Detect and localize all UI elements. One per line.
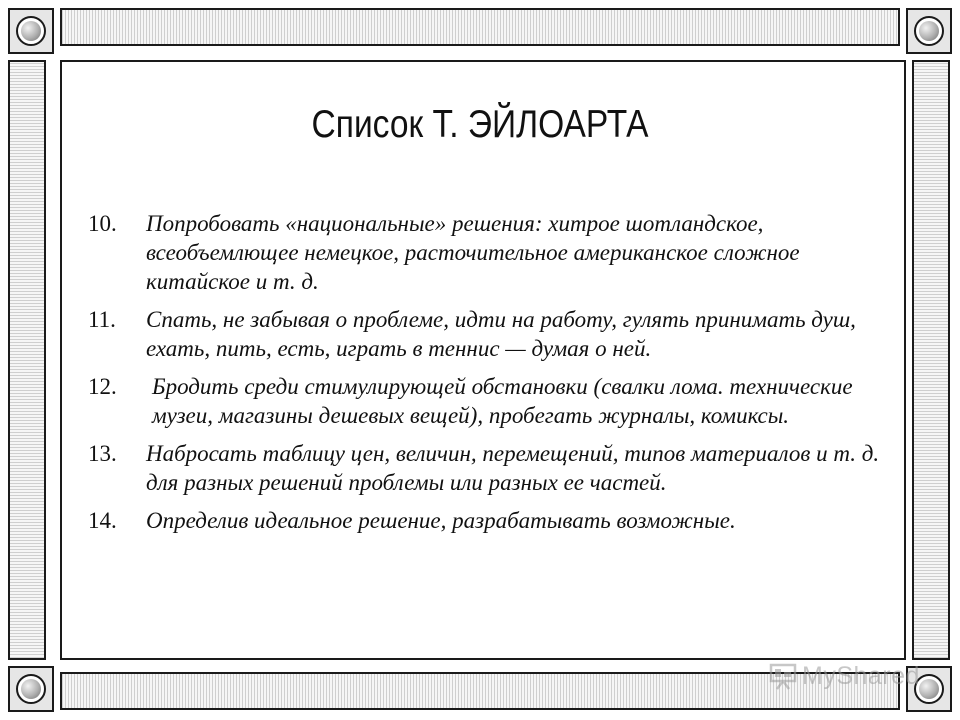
corner-bolt-icon (8, 666, 54, 712)
item-text: Определив идеальное решение, разрабатывать возможные. (146, 508, 736, 533)
item-text: Набросать таблицу цен, величин, перемещений, типов материалов и т. д. для разных решений проблемы или разных ее частей. (146, 441, 880, 495)
item-list (88, 209, 888, 544)
item-number: 12. (88, 374, 117, 399)
frame-right-bar (912, 60, 950, 660)
item-number: 11. (88, 307, 116, 332)
list-item (88, 439, 888, 497)
presentation-board-icon (768, 661, 798, 691)
item-text: Бродить среди стимулирующей обстановки (свалки лома. технические музеи, магазины дешевых вещей), пробегать журналы, комиксы. (152, 374, 853, 428)
slide-title: Список Т. ЭЙЛОАРТА (311, 103, 649, 146)
item-text: Спать, не забывая о проблеме, идти на работу, гулять принимать душ, ехать, пить, есть, играть в теннис — думая о ней. (146, 307, 856, 361)
list-item (88, 506, 888, 535)
corner-bolt-icon (8, 8, 54, 54)
corner-bolt-icon (906, 8, 952, 54)
item-number: 10. (88, 211, 117, 236)
watermark (768, 658, 920, 694)
item-text: Попробовать «национальные» решения: хитрое шотландское, всеобъемлющее немецкое, расточительное американское сложное китайское и т. д. (146, 211, 800, 294)
item-number: 14. (88, 508, 117, 533)
list-item (88, 209, 888, 296)
list-item (88, 305, 888, 363)
watermark-text: MyShared (802, 661, 920, 690)
list-item (88, 372, 888, 430)
frame-left-bar (8, 60, 46, 660)
frame-top-bar (60, 8, 900, 46)
item-number: 13. (88, 441, 117, 466)
